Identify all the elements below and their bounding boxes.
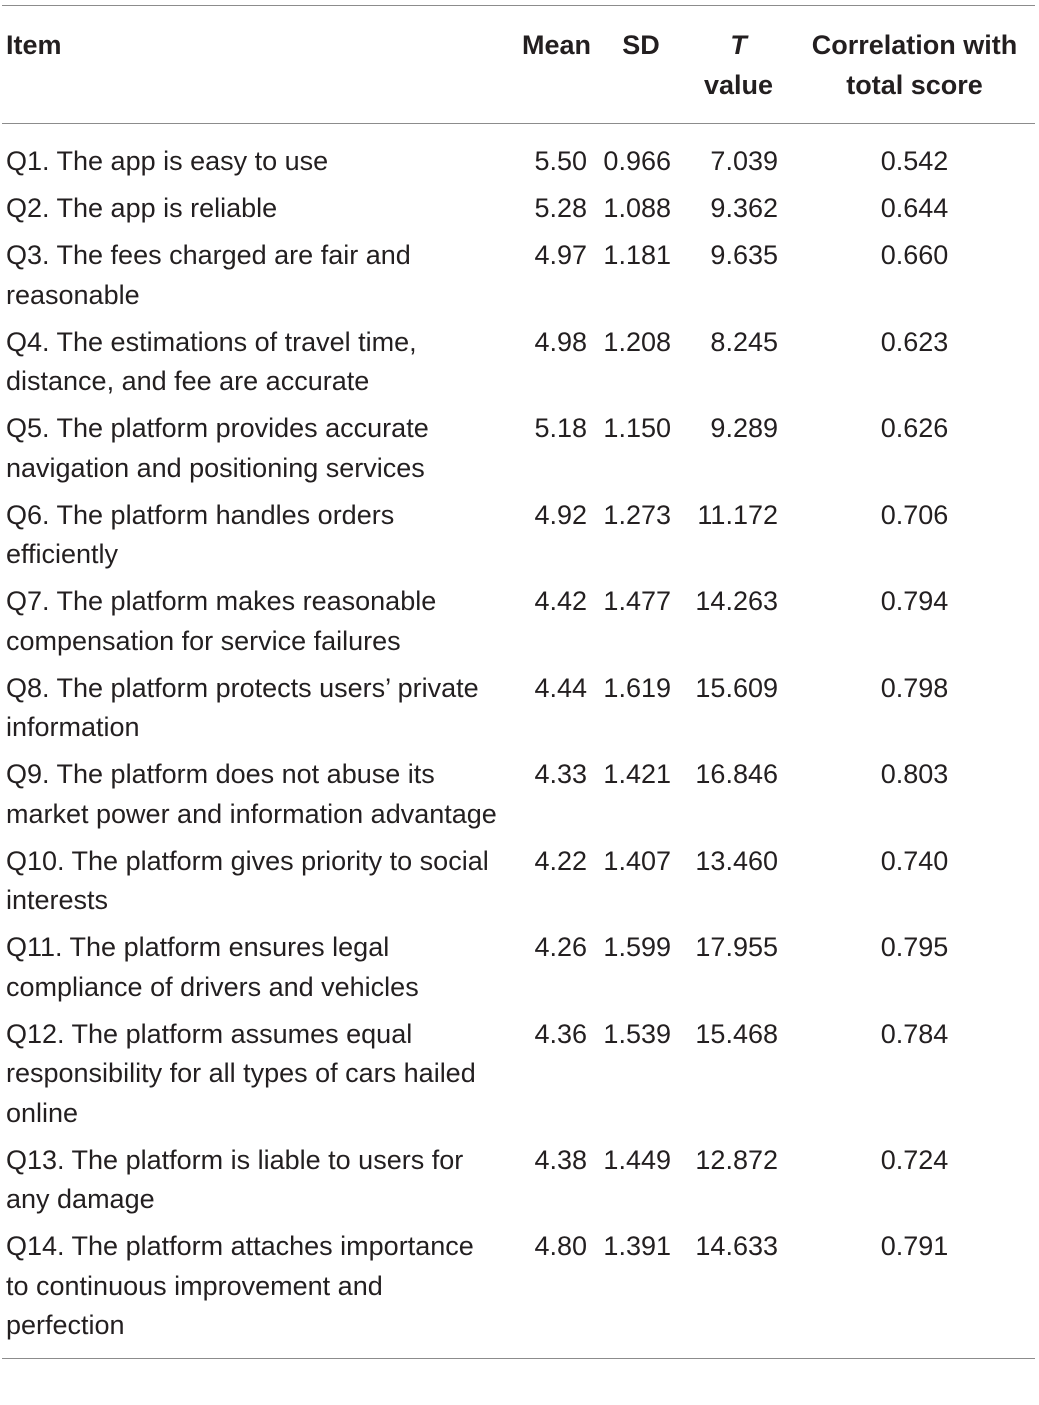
cell-item: Q6. The platform handles orders efficiently: [6, 499, 395, 569]
table-row: [2, 229, 1035, 316]
cell-sd: 1.391: [603, 1231, 671, 1261]
cell-sd: 1.619: [603, 672, 671, 703]
cell-mean: 4.26: [534, 932, 587, 962]
header-t-letter: T: [730, 30, 747, 60]
header-mean: Mean: [505, 6, 599, 124]
cell-item: Q3. The fees charged are fair and reasonable: [6, 240, 411, 310]
cell-t-value: 9.362: [710, 193, 778, 223]
cell-item: Q4. The estimations of travel time, distance, and fee are accurate: [6, 326, 417, 396]
header-sd: SD: [599, 6, 683, 124]
header-t-value: [683, 6, 794, 124]
cell-t-value: 16.846: [695, 759, 778, 789]
cell-t-value: 15.468: [695, 1018, 778, 1049]
table-row: [2, 124, 1035, 182]
cell-correlation: 0.644: [880, 193, 949, 223]
cell-item: Q9. The platform does not abuse its market power and information advantage: [6, 759, 497, 829]
cell-mean: 4.42: [534, 586, 587, 616]
cell-t-value: 7.039: [710, 146, 778, 176]
cell-mean: 4.33: [534, 759, 587, 789]
cell-correlation: 0.626: [880, 413, 949, 443]
header-correlation: [794, 6, 1035, 124]
table-row: [2, 748, 1035, 835]
table-row: [2, 182, 1035, 229]
cell-sd: 0.966: [603, 146, 671, 176]
cell-t-value: 15.609: [695, 672, 778, 703]
cell-sd: 1.449: [603, 1144, 671, 1175]
cell-sd: 1.208: [603, 326, 671, 357]
cell-sd: 1.273: [603, 499, 671, 530]
cell-item: Q7. The platform makes reasonable compensation for service failures: [6, 586, 437, 656]
cell-sd: 1.477: [603, 586, 671, 616]
cell-item: Q14. The platform attaches importance to continuous improvement and perfection: [6, 1231, 474, 1340]
cell-mean: 4.98: [534, 326, 587, 357]
table-row: [2, 1220, 1035, 1358]
cell-correlation: 0.542: [880, 146, 949, 176]
cell-sd: 1.150: [603, 413, 671, 443]
cell-correlation: 0.740: [880, 845, 949, 876]
cell-mean: 5.28: [534, 193, 587, 223]
table-row: [2, 1133, 1035, 1220]
cell-item: Q11. The platform ensures legal compliance of drivers and vehicles: [6, 932, 419, 1002]
table-row: [2, 661, 1035, 748]
cell-t-value: 11.172: [697, 499, 778, 530]
table-row: [2, 575, 1035, 662]
table-body: [2, 124, 1035, 1358]
table-row: [2, 488, 1035, 575]
cell-item: Q12. The platform assumes equal responsibility for all types of cars hailed online: [6, 1018, 476, 1128]
cell-t-value: 14.633: [695, 1231, 778, 1261]
cell-correlation: 0.803: [880, 759, 949, 789]
cell-item: Q8. The platform protects users’ private information: [6, 672, 479, 742]
cell-sd: 1.421: [603, 759, 671, 789]
cell-item: Q10. The platform gives priority to social interests: [6, 845, 489, 915]
cell-mean: 4.44: [534, 672, 587, 703]
table-row: [2, 834, 1035, 921]
cell-mean: 4.97: [534, 240, 587, 270]
cell-correlation: 0.798: [880, 672, 949, 703]
cell-sd: 1.539: [603, 1018, 671, 1049]
cell-t-value: 14.263: [695, 586, 778, 616]
data-table: [2, 6, 1035, 1358]
cell-item: Q2. The app is reliable: [6, 193, 278, 223]
table-row: [2, 402, 1035, 489]
cell-correlation: 0.791: [880, 1231, 949, 1261]
table-row: [2, 315, 1035, 402]
cell-item: Q1. The app is easy to use: [6, 146, 329, 176]
cell-sd: 1.599: [603, 932, 671, 962]
cell-t-value: 8.245: [710, 326, 778, 357]
cell-t-value: 9.289: [710, 413, 778, 443]
cell-correlation: 0.724: [880, 1144, 949, 1175]
cell-mean: 5.18: [534, 413, 587, 443]
cell-mean: 4.80: [534, 1231, 587, 1261]
table-row: [2, 921, 1035, 1008]
header-item: Item: [2, 6, 505, 124]
header-row: [2, 6, 1035, 124]
table-header: [2, 6, 1035, 124]
header-t-rest: value: [703, 70, 774, 100]
cell-mean: 4.38: [534, 1144, 587, 1175]
cell-correlation: 0.706: [880, 499, 949, 530]
cell-t-value: 17.955: [695, 932, 778, 962]
cell-item: Q5. The platform provides accurate navigation and positioning services: [6, 413, 429, 483]
cell-sd: 1.407: [603, 845, 671, 876]
cell-correlation: 0.660: [880, 240, 949, 270]
cell-t-value: 9.635: [710, 240, 778, 270]
cell-sd: 1.088: [603, 193, 671, 223]
cell-mean: 4.36: [534, 1018, 587, 1049]
cell-correlation: 0.794: [880, 586, 949, 616]
cell-correlation: 0.623: [880, 326, 949, 357]
cell-item: Q13. The platform is liable to users for any damage: [6, 1144, 464, 1214]
item-statistics-table: [2, 5, 1035, 1359]
cell-t-value: 13.460: [695, 845, 778, 876]
cell-mean: 4.22: [534, 845, 587, 876]
cell-correlation: 0.784: [880, 1018, 949, 1049]
table-row: [2, 1007, 1035, 1133]
cell-sd: 1.181: [603, 240, 671, 270]
header-correlation-line2: total score: [846, 70, 983, 100]
cell-correlation: 0.795: [880, 932, 949, 962]
cell-t-value: 12.872: [695, 1144, 778, 1175]
header-correlation-line1: Correlation with: [811, 30, 1018, 60]
cell-mean: 5.50: [534, 146, 587, 176]
cell-mean: 4.92: [534, 499, 587, 530]
